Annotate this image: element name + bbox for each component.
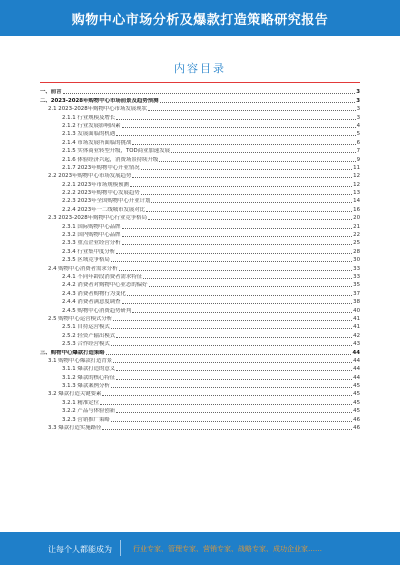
toc-entry-title: 3.2.1 精准定位 — [62, 399, 99, 406]
toc-entry-page: 44 — [353, 374, 360, 381]
toc-entry-title: 2.4.2 消费者对购物中心业态的偏好 — [62, 282, 148, 289]
toc-entry[interactable] — [40, 130, 360, 138]
toc-entry-page: 12 — [353, 173, 360, 180]
toc-leader-dots — [63, 92, 356, 94]
toc-entry-title: 2.4.1 不同年龄段消费者需求特征 — [62, 273, 143, 280]
toc-entry-title: 2.4 购物中心消费者需求分析 — [48, 265, 118, 272]
toc-entry[interactable] — [40, 247, 360, 255]
toc-entry[interactable] — [40, 147, 360, 155]
toc-entry-page: 14 — [353, 198, 360, 205]
toc-leader-dots — [119, 269, 353, 271]
toc-leader-dots — [116, 134, 355, 136]
toc-entry[interactable] — [40, 382, 360, 390]
toc-entry[interactable] — [40, 138, 360, 146]
toc-entry[interactable] — [40, 256, 360, 264]
toc-entry[interactable] — [40, 281, 360, 289]
toc-entry-title: 3.1.1 爆款打造的意义 — [62, 366, 116, 373]
toc-entry[interactable] — [40, 197, 360, 205]
toc-entry-page: 4 — [356, 122, 360, 129]
toc-entry-page: 43 — [353, 341, 360, 348]
toc-entry-title: 2.2.4 2023年一二线城市发展对比 — [62, 206, 146, 213]
toc-entry-title: 2.3.2 国内购物中心品牌 — [62, 232, 121, 239]
toc-entry-title: 2.4.4 消费者满意度调查 — [62, 299, 121, 306]
toc-leader-dots — [122, 243, 353, 245]
toc-entry-title: 2.1.2 行业发展影响因素 — [62, 122, 121, 129]
toc-entry-page: 45 — [353, 383, 360, 390]
toc-entry[interactable] — [40, 164, 360, 172]
toc-leader-dots — [116, 118, 355, 120]
toc-entry[interactable] — [40, 373, 360, 381]
toc-leader-dots — [113, 361, 352, 363]
toc-entry[interactable] — [40, 390, 360, 398]
toc-entry[interactable] — [40, 298, 360, 306]
toc-entry[interactable] — [40, 323, 360, 331]
footer-roles: 行业专家、管理专家、营销专家、战略专家、成功企业家…… — [133, 545, 322, 553]
toc-leader-dots — [132, 143, 355, 145]
toc-entry-title: 2.1.4 市场发展所面临的挑战 — [62, 139, 132, 146]
toc-entry-page: 30 — [353, 257, 360, 264]
toc-entry-page: 42 — [353, 332, 360, 339]
toc-entry-page: 41 — [353, 324, 360, 331]
toc-entry-title: 3.1.2 爆款的核心特征 — [62, 374, 116, 381]
toc-entry-page: 45 — [353, 399, 360, 406]
toc-entry-title: 2.3.5 区域竞争格局 — [62, 257, 110, 264]
toc-entry-title: 2.1.5 实体商业转型升级，TOD商业加速发展 — [62, 148, 170, 155]
toc-entry[interactable] — [40, 205, 360, 213]
toc-leader-dots — [122, 302, 353, 304]
toc-entry[interactable] — [40, 289, 360, 297]
toc-entry[interactable] — [40, 180, 360, 188]
toc-entry-page: 46 — [353, 425, 360, 432]
toc-entry-title: 2.2.3 2023年全国购物中心开业计划 — [62, 198, 151, 205]
toc-entry[interactable] — [40, 273, 360, 281]
toc-entry-page: 46 — [353, 416, 360, 423]
toc-entry[interactable] — [40, 239, 360, 247]
toc-entry-title: 2.3 2023-2028年购物中心行业竞争格局 — [48, 215, 147, 222]
toc-leader-dots — [116, 411, 352, 413]
toc-heading: 内容目录 — [174, 62, 226, 75]
toc-entry-page: 7 — [356, 148, 360, 155]
table-of-contents — [40, 88, 360, 432]
toc-leader-dots — [111, 386, 352, 388]
toc-leader-dots — [122, 227, 353, 229]
toc-entry[interactable] — [40, 315, 360, 323]
toc-entry-page: 13 — [353, 190, 360, 197]
report-title: 购物中心市场分析及爆款打造策略研究报告 — [71, 13, 329, 28]
toc-entry-page: 11 — [353, 164, 360, 171]
toc-entry-page: 41 — [353, 315, 360, 322]
toc-leader-dots — [151, 201, 352, 203]
toc-entry[interactable] — [40, 264, 360, 272]
toc-divider — [40, 82, 360, 83]
toc-entry[interactable] — [40, 113, 360, 121]
toc-entry[interactable] — [40, 365, 360, 373]
toc-leader-dots — [111, 260, 352, 262]
toc-entry-page: 3 — [356, 97, 360, 104]
toc-entry[interactable] — [40, 155, 360, 163]
toc-entry-page: 16 — [353, 206, 360, 213]
toc-entry-title: 2.2.2 2023年购物中心发展趋势 — [62, 190, 140, 197]
toc-entry-page: 20 — [353, 215, 360, 222]
toc-entry-page: 22 — [353, 232, 360, 239]
toc-entry-page: 12 — [353, 181, 360, 188]
toc-entry-title: 2.1.1 行业规模及增长 — [62, 114, 116, 121]
toc-entry-page: 37 — [353, 290, 360, 297]
toc-entry-title: 3.2 爆款打造关键要素 — [48, 391, 102, 398]
toc-entry-title: 2.1.7 2023年购物中心开业情况 — [62, 164, 140, 171]
toc-entry-page: 21 — [353, 223, 360, 230]
toc-entry-title: 3.1 购物中心爆款打造背景 — [48, 357, 113, 364]
toc-entry[interactable] — [40, 122, 360, 130]
toc-entry[interactable] — [40, 189, 360, 197]
toc-entry-title: 3.1.3 爆款案例分析 — [62, 383, 110, 390]
toc-entry-title: 3.2.3 营销推广策略 — [62, 416, 110, 423]
toc-entry[interactable] — [40, 96, 360, 104]
toc-entry[interactable] — [40, 340, 360, 348]
toc-entry-title: 2.5.2 轻资产输出模式 — [62, 332, 116, 339]
toc-entry-page: 44 — [352, 349, 360, 356]
toc-leader-dots — [141, 168, 352, 170]
toc-leader-dots — [116, 336, 352, 338]
toc-entry-title: 2.4.3 消费者购物行为变化 — [62, 290, 126, 297]
toc-entry-page: 45 — [353, 408, 360, 415]
toc-entry[interactable] — [40, 357, 360, 365]
toc-leader-dots — [111, 344, 352, 346]
toc-entry-page: 9 — [356, 156, 360, 163]
toc-entry-title: 2.2.1 2023年市场规模预测 — [62, 181, 129, 188]
toc-entry-page: 33 — [353, 273, 360, 280]
toc-entry[interactable] — [40, 415, 360, 423]
toc-entry-page: 6 — [356, 139, 360, 146]
toc-entry-title: 2.1.3 发展面临的机遇 — [62, 131, 116, 138]
toc-entry[interactable] — [40, 105, 360, 113]
toc-leader-dots — [160, 101, 356, 103]
toc-leader-dots — [141, 193, 352, 195]
toc-entry-title: 2.3.1 国际购物中心品牌 — [62, 223, 121, 230]
toc-entry[interactable] — [40, 407, 360, 415]
toc-entry[interactable] — [40, 88, 360, 96]
toc-entry-page: 33 — [353, 265, 360, 272]
toc-entry-page: 44 — [353, 366, 360, 373]
toc-entry[interactable] — [40, 172, 360, 180]
toc-entry[interactable] — [40, 398, 360, 406]
toc-leader-dots — [102, 428, 352, 430]
toc-entry-page: 3 — [356, 106, 360, 113]
toc-entry-title: 2.1 2023-2028年购物中心市场发展现状 — [48, 106, 147, 113]
toc-entry-title: 2.5.3 合作经营模式 — [62, 341, 110, 348]
toc-leader-dots — [122, 126, 356, 128]
toc-entry-page: 28 — [353, 248, 360, 255]
toc-leader-dots — [113, 319, 352, 321]
toc-entry-page: 3 — [356, 89, 360, 96]
toc-entry-title: 2.1.6 体验经济兴起，消费场景持续升级 — [62, 156, 159, 163]
toc-entry[interactable] — [40, 214, 360, 222]
toc-entry-title: 2.3.3 重点企业经营分析 — [62, 240, 121, 247]
toc-entry[interactable] — [40, 348, 360, 356]
toc-leader-dots — [116, 369, 352, 371]
toc-leader-dots — [132, 311, 352, 313]
toc-leader-dots — [100, 403, 352, 405]
toc-leader-dots — [149, 285, 353, 287]
toc-leader-dots — [148, 109, 356, 111]
toc-leader-dots — [111, 420, 352, 422]
toc-entry-title: 2.4.5 购物中心消费趋势研判 — [62, 307, 132, 314]
toc-entry-title: 2.5 购物中心运营模式分析 — [48, 315, 113, 322]
footer-slogan: 让每个人都能成为 — [48, 545, 112, 554]
toc-leader-dots — [148, 218, 352, 220]
toc-entry-title: 2.5.1 自持运营模式 — [62, 324, 110, 331]
toc-entry-page: 5 — [356, 131, 360, 138]
toc-leader-dots — [143, 277, 352, 279]
toc-entry-page: 3 — [356, 114, 360, 121]
toc-entry[interactable] — [40, 424, 360, 432]
toc-entry-title: 2.2 2023年购物中心市场发展趋势 — [48, 173, 132, 180]
toc-leader-dots — [130, 185, 352, 187]
toc-entry-page: 38 — [353, 299, 360, 306]
toc-leader-dots — [116, 378, 352, 380]
toc-leader-dots — [116, 252, 352, 254]
toc-leader-dots — [127, 294, 352, 296]
toc-entry[interactable] — [40, 331, 360, 339]
toc-leader-dots — [111, 327, 352, 329]
toc-entry-page: 25 — [353, 240, 360, 247]
toc-entry-page: 45 — [353, 391, 360, 398]
toc-entry-title: 一、前言 — [40, 89, 62, 96]
toc-entry[interactable] — [40, 306, 360, 314]
toc-entry-page: 40 — [353, 307, 360, 314]
toc-entry-title: 3.2.2 产品与体验创新 — [62, 408, 116, 415]
toc-entry-title: 3.3 爆款打造实施路径 — [48, 425, 102, 432]
toc-leader-dots — [102, 394, 352, 396]
toc-entry-page: 44 — [353, 357, 360, 364]
toc-entry[interactable] — [40, 231, 360, 239]
toc-entry-title: 三、购物中心爆款打造策略 — [40, 349, 105, 356]
toc-leader-dots — [171, 151, 356, 153]
toc-entry[interactable] — [40, 222, 360, 230]
toc-leader-dots — [122, 235, 353, 237]
toc-entry-page: 35 — [353, 282, 360, 289]
toc-entry-title: 二、2023-2028年购物中心市场前景及趋势预测 — [40, 97, 159, 104]
footer-divider — [120, 540, 121, 556]
toc-leader-dots — [106, 353, 352, 355]
toc-leader-dots — [159, 160, 355, 162]
toc-leader-dots — [146, 210, 352, 212]
toc-leader-dots — [132, 176, 352, 178]
toc-entry-title: 2.3.4 行业集中度分析 — [62, 248, 116, 255]
